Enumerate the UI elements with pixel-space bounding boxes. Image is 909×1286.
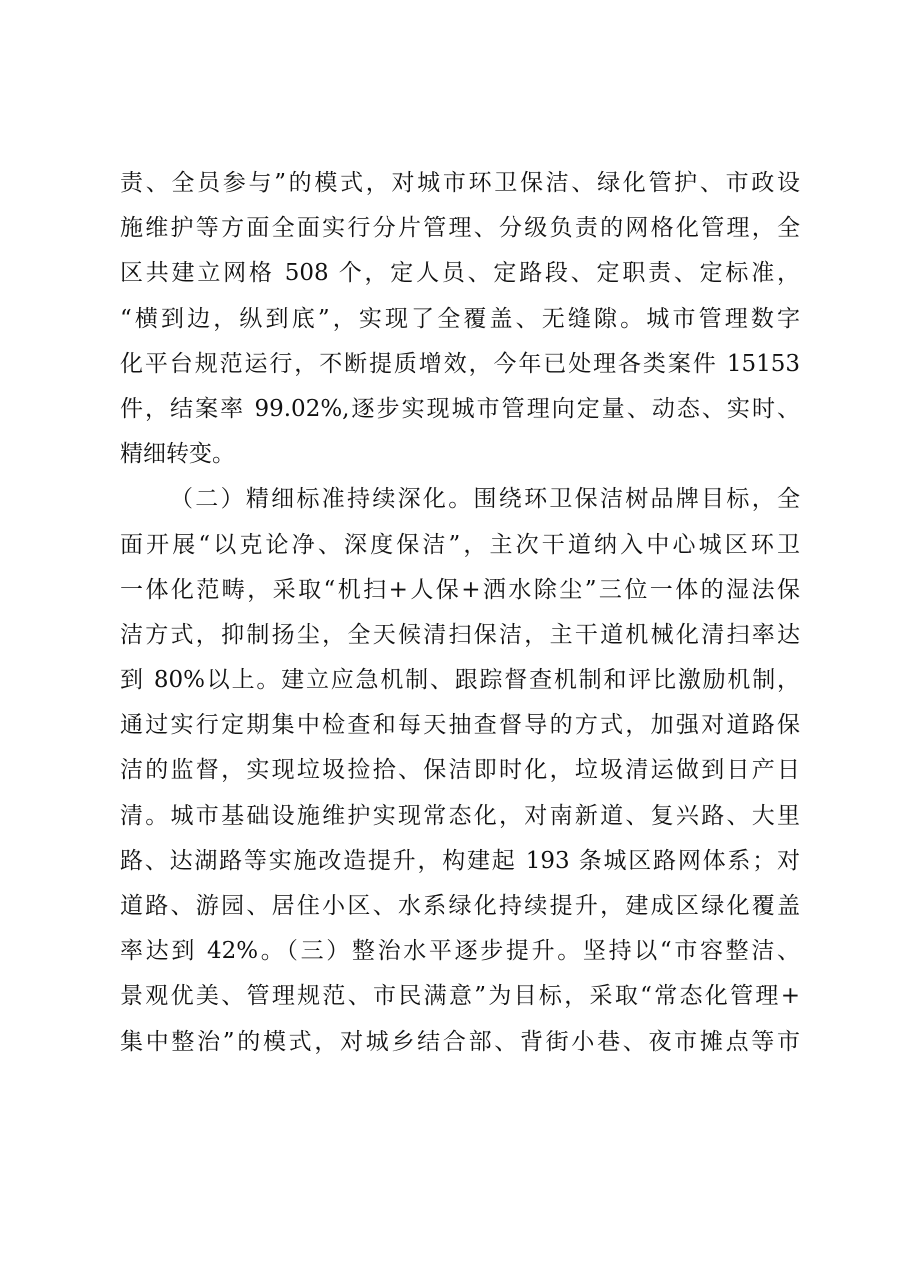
text-line: 一体化范畴，采取“机扫+人保+洒水除尘”三位一体的湿法保 [120, 576, 800, 603]
text-line: 责、全员参与”的模式，对城市环卫保洁、绿化管护、市政设 [120, 170, 800, 196]
text-line: 集中整治”的模式，对城乡结合部、背街小巷、夜市摊点等市 [120, 1028, 800, 1055]
text-line: 道路、游园、居住小区、水系绿化持续提升，建成区绿化覆盖 [120, 893, 800, 919]
text-line: 率达到 42%。（三）整治水平逐步提升。坚持以“市容整洁、 [120, 938, 800, 965]
text-line: 景观优美、管理规范、市民满意”为目标，采取“常态化管理+ [120, 983, 800, 1010]
text-line: 洁方式，抑制扬尘，全天候清扫保洁，主干道机械化清扫率达 [120, 621, 800, 648]
paragraph-first-line: （二）精细标准持续深化。围绕环卫保洁树品牌目标，全 [170, 486, 800, 513]
paragraph-end-line: 精细转变。 [120, 441, 235, 468]
text-line: “横到边，纵到底”，实现了全覆盖、无缝隙。城市管理数字 [120, 305, 800, 332]
text-line: 面开展“以克论净、深度保洁”，主次干道纳入中心城区环卫 [120, 531, 800, 558]
text-line: 路、达湖路等实施改造提升，构建起 193 条城区路网体系；对 [120, 847, 800, 874]
document-body-text [120, 161, 800, 1065]
text-line: 清。城市基础设施维护实现常态化，对南新道、复兴路、大里 [120, 802, 800, 829]
text-line: 件，结案率 99.02%,逐步实现城市管理向定量、动态、实时、 [120, 395, 800, 422]
text-line: 洁的监督，实现垃圾捡拾、保洁即时化，垃圾清运做到日产日 [120, 757, 800, 784]
text-line: 化平台规范运行，不断提质增效，今年已处理各类案件 15153 [120, 350, 800, 377]
text-line: 到 80%以上。建立应急机制、跟踪督查机制和评比激励机制， [120, 667, 800, 694]
text-line: 施维护等方面全面实行分片管理、分级负责的网格化管理，全 [120, 215, 800, 242]
text-line: 通过实行定期集中检查和每天抽查督导的方式，加强对道路保 [120, 712, 800, 739]
text-line: 区共建立网格 508 个，定人员、定路段、定职责、定标准， [120, 260, 800, 287]
